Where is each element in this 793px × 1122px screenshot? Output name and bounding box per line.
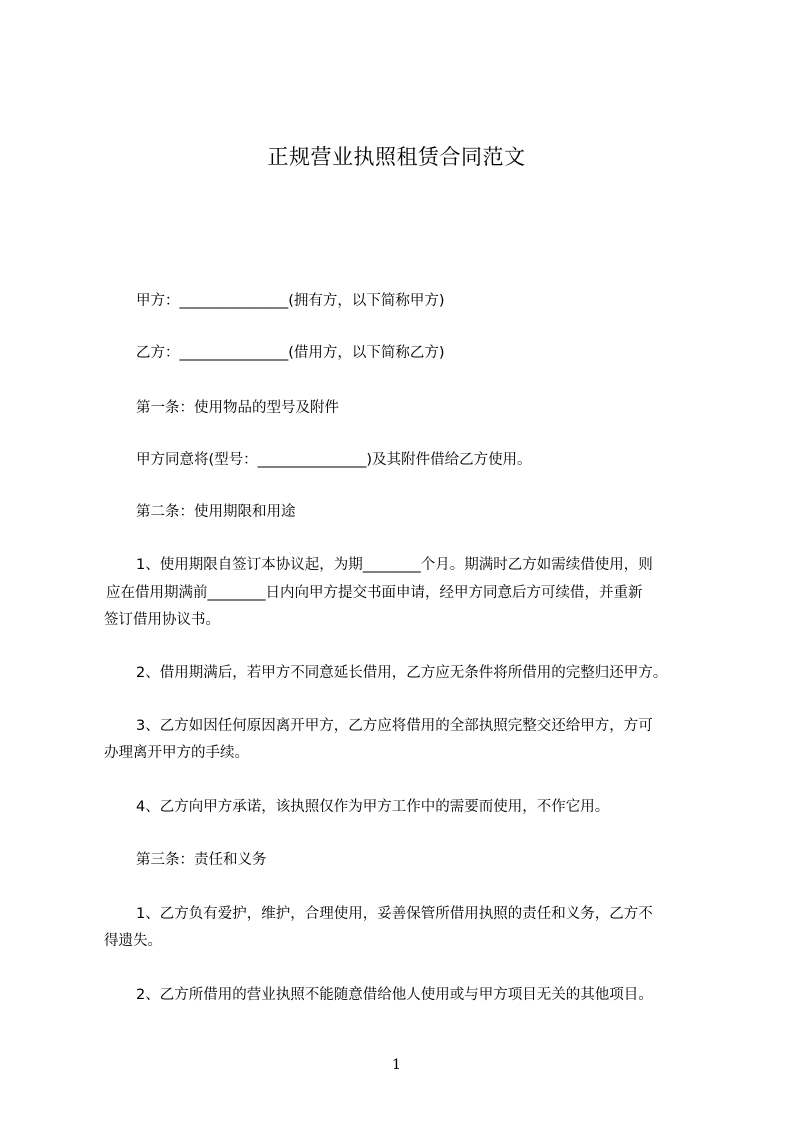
article-2-clause-1-line-3: 签订借用协议书。 bbox=[104, 612, 220, 628]
article-1-heading: 第一条：使用物品的型号及附件 bbox=[136, 400, 339, 416]
document-title: 正规营业执照租赁合同范文 bbox=[267, 145, 526, 169]
article-3-heading: 第三条：责任和义务 bbox=[136, 852, 267, 868]
article-2-clause-1-line-1: 1、使用期限自签订本协议起，为期________个月。期满时乙方如需续借使用，则 bbox=[136, 557, 653, 573]
party-a-line: 甲方：_______________(拥有方，以下简称甲方) bbox=[136, 293, 445, 309]
party-b-line: 乙方：_______________(借用方，以下简称乙方) bbox=[136, 345, 445, 361]
article-3-clause-1-line-2: 得遗失。 bbox=[104, 933, 162, 949]
article-2-clause-1-line-2: 应在借用期满前________日内向甲方提交书面申请，经甲方同意后方可续借，并重新 bbox=[106, 585, 643, 601]
article-2-clause-2: 2、借用期满后，若甲方不同意延长借用，乙方应无条件将所借用的完整归还甲方。 bbox=[136, 665, 668, 681]
article-3-clause-2: 2、乙方所借用的营业执照不能随意借给他人使用或与甲方项目无关的其他项目。 bbox=[136, 987, 653, 1003]
article-3-clause-1-line-1: 1、乙方负有爱护，维护，合理使用，妥善保管所借用执照的责任和义务，乙方不 bbox=[136, 906, 653, 922]
article-2-clause-3-line-2: 办理离开甲方的手续。 bbox=[104, 745, 249, 761]
page-number: 1 bbox=[392, 1057, 401, 1073]
article-1-text: 甲方同意将(型号：_______________)及其附件借给乙方使用。 bbox=[136, 452, 532, 468]
article-2-clause-4: 4、乙方向甲方承诺，该执照仅作为甲方工作中的需要而使用，不作它用。 bbox=[136, 799, 610, 815]
article-2-clause-3-line-1: 3、乙方如因任何原因离开甲方，乙方应将借用的全部执照完整交还给甲方，方可 bbox=[136, 718, 653, 734]
article-2-heading: 第二条：使用期限和用途 bbox=[136, 504, 296, 520]
